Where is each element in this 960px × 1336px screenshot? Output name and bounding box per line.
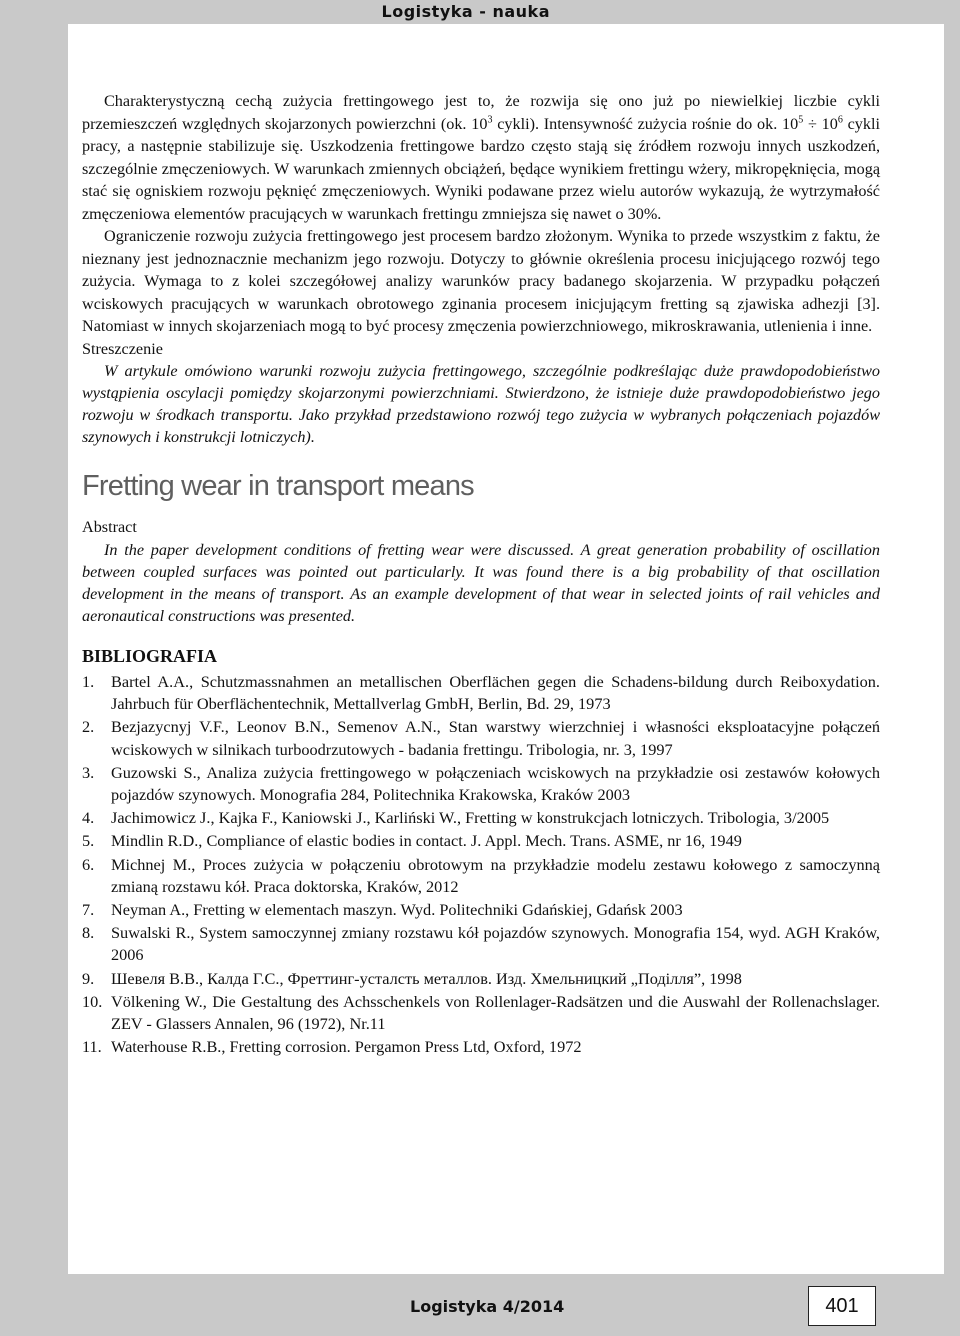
journal-footer: Logistyka 4/2014: [410, 1297, 565, 1316]
item-text: Suwalski R., System samoczynnej zmiany rozstawu kół pojazdów szynowych. Monografia 154, wyd. AGH Kraków, 2006: [111, 923, 880, 965]
abstract-text: In the paper development conditions of fretting wear were discussed. A great generation probability of oscillation between coupled surfaces was pointed out particularly. It was found there is a big probability of that oscillation development in the means of transport. As an example development of that wear in selected joints of rail vehicles and aeronautical constructions was presented.: [82, 540, 880, 625]
abstract-heading: Abstract: [82, 518, 137, 536]
item-text: Neyman A., Fretting w elementach maszyn. Wyd. Politechniki Gdańskiej, Gdańsk 2003: [111, 900, 683, 920]
item-number: 2.: [82, 717, 95, 737]
article-content: [82, 90, 880, 1059]
item-text: Guzowski S., Analiza zużycia frettingowego w połączeniach wciskowych na przykładzie osi zestawów kołowych pojazdów szynowych. Monografia 284, Politechnika Krakowska, Kraków 2003: [111, 762, 880, 805]
item-number: 11.: [82, 1037, 102, 1057]
item-number: 10.: [82, 991, 103, 1011]
item-number: 5.: [82, 831, 95, 851]
item-text: Шевеля В.В., Калда Г.С., Фреттинг-усталсть металлов. Изд. Хмельницкий „Поділля”, 1998: [111, 968, 742, 988]
item-text: Jachimowicz J., Kajka F., Kaniowski J., Karliński W., Fretting w konstrukcjach lotniczych. Tribologia, 3/2005: [111, 808, 830, 828]
bibliography-item: [82, 991, 880, 1035]
bibliography-item: [82, 922, 880, 966]
bibliography-item: [82, 968, 880, 990]
bibliography-item: [82, 899, 880, 921]
summary-heading: Streszczenie: [82, 339, 163, 358]
paragraph-text: Charakterystyczną cechą zużycia frettingowego jest to, że rozwija się ono już po niewielkiej liczbie cykli przemieszczeń względnych skojarzonych powierzchni (ok. 10: [82, 92, 880, 133]
item-text: Mindlin R.D., Compliance of elastic bodies in contact. J. Appl. Mech. Trans. ASME, nr 16, 1949: [111, 831, 742, 851]
page: [68, 24, 944, 1274]
item-text: Waterhouse R.B., Fretting corrosion. Pergamon Press Ltd, Oxford, 1972: [111, 1037, 582, 1057]
bibliography-item: [82, 716, 880, 760]
item-number: 1.: [82, 672, 95, 691]
item-number: 4.: [82, 808, 95, 828]
item-number: 8.: [82, 923, 95, 943]
bibliography-item: [82, 762, 880, 806]
header-bar: [0, 0, 960, 24]
bibliography-item: [82, 830, 880, 852]
summary-text: W artykule omówiono warunki rozwoju zużycia frettingowego, szczególnie podkreślając duże prawdopodobieństwo wystąpienia oscylacji pomiędzy skojarzonymi powierzchniami. Stwierdzono, że istnieje duże prawdopodobieństwo jego rozwoju w środkach transportu. Jako przykład przedstawiono rozwój tego zużycia w wybranych połączeniach pojazdów szynowych i konstrukcji lotniczych).: [82, 362, 880, 446]
item-text: Völkening W., Die Gestaltung des Achsschenkels von Rollenlager-Radsätzen und die Auswahl der Rollenachslager. ZEV - Glassers Annalen, 96 (1972), Nr.11: [111, 991, 880, 1034]
page-number: 401: [825, 1294, 859, 1317]
paragraph-text: cykli pracy, a następnie stabilizuje się. Uszkodzenia frettingowe bardzo często stają się źródłem rozwoju innych uszkodzeń, szczególnie zmęczeniowych. W warunkach zmiennych obciążeń, będące wynikiem frettingu wżery, mikropęknięcia, mogą stać się ogniskiem rozwoju pęknięć zmęczeniowych. Wyniki podawane przez wielu autorów wykazują, że wytrzymałość zmęczeniowa elementów pracujących w warunkach frettingu zmniejsza się nawet o 30%.: [82, 114, 880, 223]
item-number: 7.: [82, 900, 95, 920]
item-text: Michnej M., Proces zużycia w połączeniu obrotowym na przykładzie modelu zestawu kołowego z samoczynną zmianą rozstawu kół. Praca doktorska, Kraków, 2012: [111, 854, 880, 896]
section-title: Logistyka - nauka: [381, 2, 550, 21]
body-paragraph-1: [82, 90, 880, 225]
body-paragraph-2: Ograniczenie rozwoju zużycia frettingowego jest procesem bardzo złożonym. Wynika to przede wszystkim z faktu, że nieznany jest jednoznacznie mechanizm jego rozwoju. Dotyczy to głównie określenia procesu inicjującego rozwój tego zużycia. Wymaga to z kolei szczegółowej analizy warunków pracy badanego skojarzenia. W przypadku połączeń wciskowych pracujących w warunkach obrotowego zginania procesem inicjującym fretting są zjawiska adhezji [3]. Natomiast w innych skojarzeniach mogą to być procesy zmęczenia powierzchniowego, mikroskrawania, utlenienia i inne.: [82, 227, 880, 335]
bibliography-item: [82, 1036, 880, 1058]
paragraph-text: cykli). Intensywność zużycia rośnie do ok. 10: [492, 114, 799, 133]
item-number: 9.: [82, 968, 95, 988]
item-number: 6.: [82, 854, 95, 874]
bibliography-item: [82, 854, 880, 898]
item-text: Bartel A.A., Schutzmassnahmen an metallischen Oberflächen gegen die Schadens-bildung durch Reiboxydation. Jahrbuch für Oberflächentechnik, Mettallverlag GmbH, Berlin, Bd. 29, 1973: [111, 672, 880, 714]
english-title: Fretting wear in transport means: [82, 470, 474, 502]
bibliography-item: [82, 807, 880, 829]
item-text: Bezjazycnyj V.F., Leonov B.N., Semenov A.N., Stan warstwy wierzchniej i własności eksploatacyjne połączeń wciskowych w silnikach turboodrzutowych - badania frettingu. Tribologia, nr. 3, 1997: [111, 717, 880, 759]
exponent: 6: [837, 114, 843, 126]
bibliography-heading: BIBLIOGRAFIA: [82, 645, 218, 666]
item-number: 3.: [82, 762, 95, 782]
bibliography-list: [82, 671, 880, 1058]
exponent: 3: [487, 114, 493, 126]
bibliography-item: [82, 671, 880, 715]
paragraph-text: ÷ 10: [803, 114, 838, 133]
page-number-box: [808, 1286, 876, 1326]
exponent: 5: [798, 114, 804, 126]
